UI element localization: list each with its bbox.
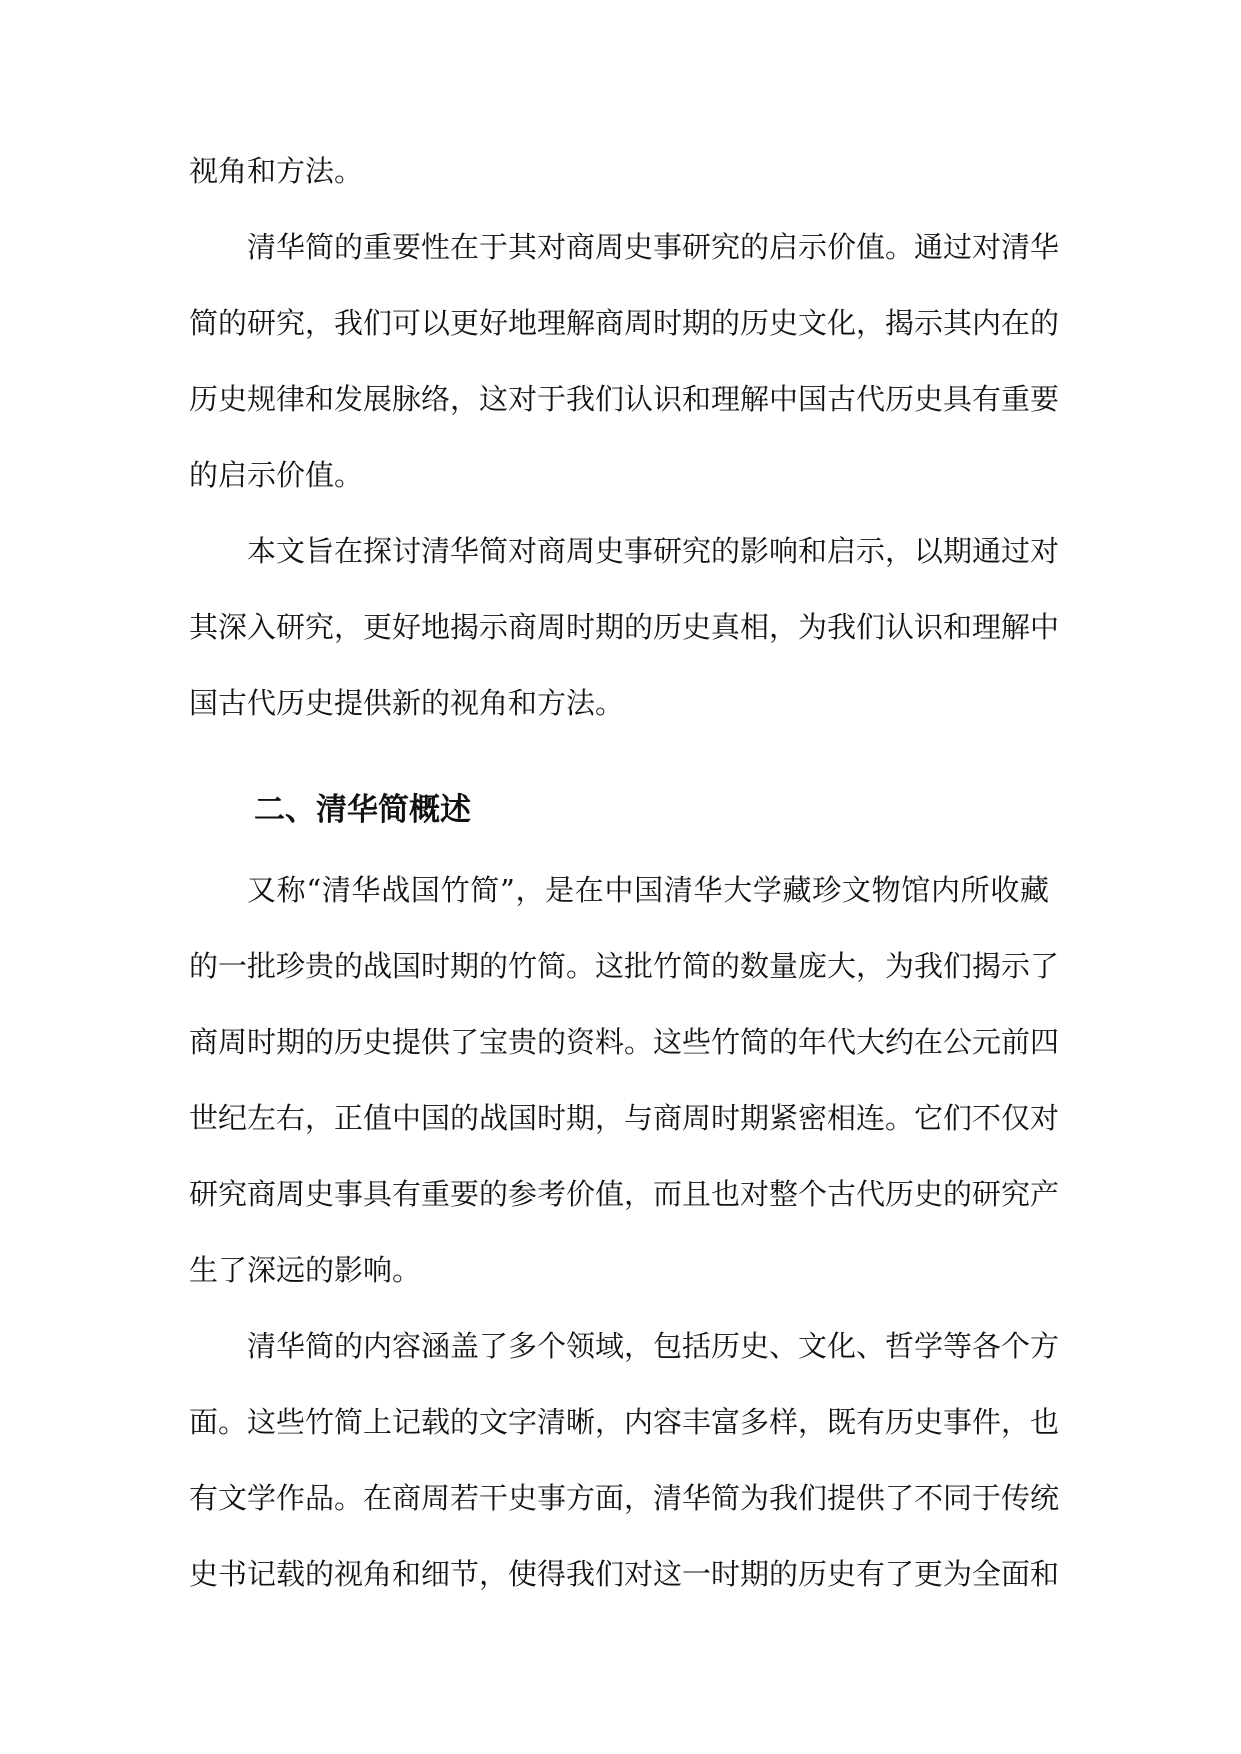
paragraph-2-line-3: 国古代历史提供新的视角和方法。	[189, 686, 625, 720]
paragraph-2-line-1: 本文旨在探讨清华简对商周史事研究的影响和启示，以期通过对	[247, 534, 1060, 568]
paragraph-4-line-2: 面。这些竹简上记载的文字清晰，内容丰富多样，既有历史事件，也	[189, 1405, 1060, 1439]
paragraph-3-line-5: 研究商周史事具有重要的参考价值，而且也对整个古代历史的研究产	[189, 1177, 1060, 1211]
paragraph-3-line-1: 又称“清华战国竹简”，是在中国清华大学藏珍文物馆内所收藏	[247, 873, 1049, 907]
paragraph-1-line-1: 清华简的重要性在于其对商周史事研究的启示价值。通过对清华	[247, 230, 1060, 264]
paragraph-4-line-1: 清华简的内容涵盖了多个领域，包括历史、文化、哲学等各个方	[247, 1329, 1060, 1363]
paragraph-4-line-3: 有文学作品。在商周若干史事方面，清华简为我们提供了不同于传统	[189, 1481, 1060, 1515]
paragraph-3-line-3: 商周时期的历史提供了宝贵的资料。这些竹简的年代大约在公元前四	[189, 1025, 1060, 1059]
paragraph-1-line-2: 简的研究，我们可以更好地理解商周时期的历史文化，揭示其内在的	[189, 306, 1060, 340]
paragraph-3-line-4: 世纪左右，正值中国的战国时期，与商周时期紧密相连。它们不仅对	[189, 1101, 1060, 1135]
continuation-line: 视角和方法。	[189, 154, 364, 188]
paragraph-3-line-2: 的一批珍贵的战国时期的竹简。这批竹简的数量庞大，为我们揭示了	[189, 949, 1060, 983]
paragraph-4-line-4: 史书记载的视角和细节，使得我们对这一时期的历史有了更为全面和	[189, 1557, 1060, 1591]
paragraph-1-line-3: 历史规律和发展脉络，这对于我们认识和理解中国古代历史具有重要	[189, 382, 1060, 416]
paragraph-2-line-2: 其深入研究，更好地揭示商周时期的历史真相，为我们认识和理解中	[189, 610, 1060, 644]
section-heading: 二、清华简概述	[254, 792, 471, 828]
paragraph-3-line-6: 生了深远的影响。	[189, 1253, 422, 1287]
paragraph-1-line-4: 的启示价值。	[189, 458, 364, 492]
